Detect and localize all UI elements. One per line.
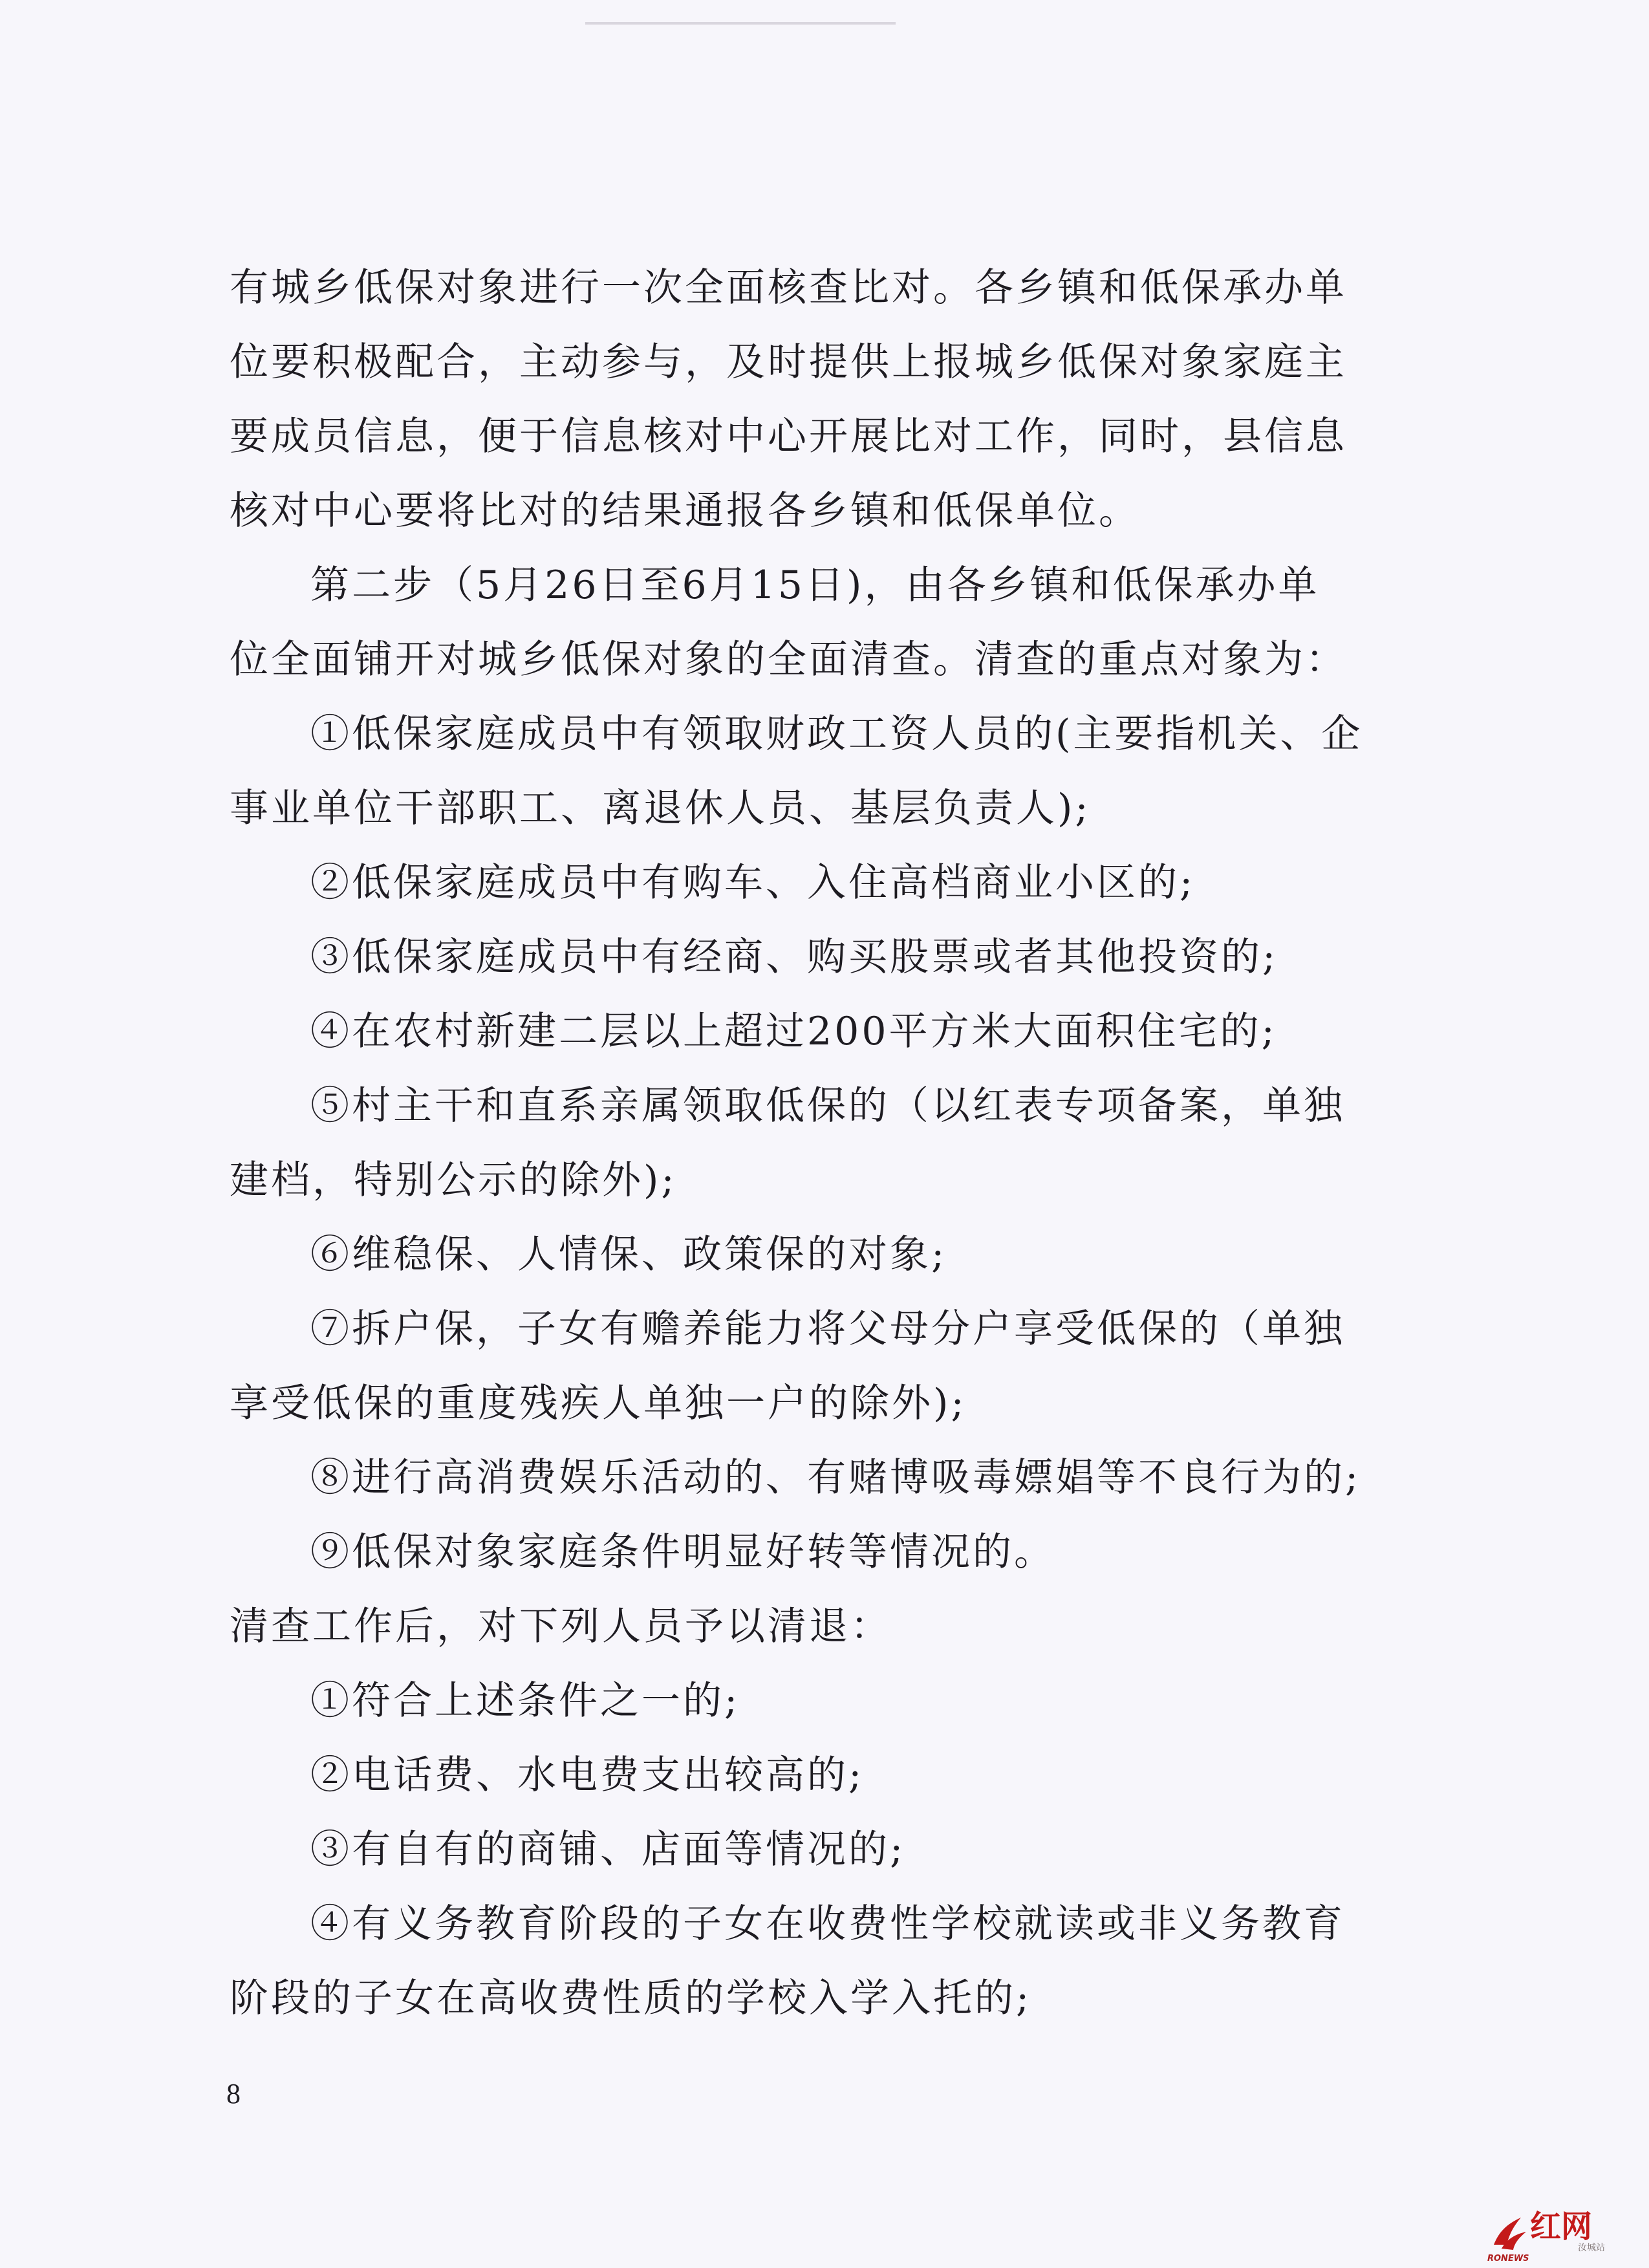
text-line: ①低保家庭成员中有领取财政工资人员的(主要指机关、企 [310,711,1363,757]
text-line: 位全面铺开对城乡低保对象的全面清查。清查的重点对象为： [230,637,1347,682]
top-rule [585,22,896,25]
text-line: 阶段的子女在高收费性质的学校入学入托的; [230,1976,1032,2021]
text-line: ④在农村新建二层以上超过200平方米大面积住宅的; [310,1009,1277,1054]
text-line: 建档，特别公示的除外); [230,1158,677,1203]
text-line: ②电话费、水电费支出较高的; [310,1753,865,1798]
text-line: ⑨低保对象家庭条件明显好转等情况的。 [310,1529,1055,1575]
text-line: ⑧进行高消费娱乐活动的、有赌博吸毒嫖娼等不良行为的; [310,1455,1361,1500]
text-line: 第二步（5月26日至6月15日)，由各乡镇和低保承办单 [310,563,1320,608]
logo-icon [1487,2212,1530,2255]
text-line: ③低保家庭成员中有经商、购买股票或者其他投资的; [310,934,1278,980]
logo-subtext: 汝城站 [1578,2243,1605,2253]
text-line: 要成员信息，便于信息核对中心开展比对工作，同时，县信息 [230,414,1347,459]
text-line: 位要积极配合，主动参与，及时提供上报城乡低保对象家庭主 [230,340,1347,385]
text-line: ①符合上述条件之一的; [310,1678,740,1723]
text-line: 事业单位干部职工、离退休人员、基层负责人); [230,786,1091,831]
logo-english: RONEWS [1487,2254,1529,2263]
text-line: 清查工作后，对下列人员予以清退： [230,1604,892,1649]
text-line: 有城乡低保对象进行一次全面核查比对。各乡镇和低保承办单 [230,265,1347,310]
text-line: ②低保家庭成员中有购车、入住高档商业小区的; [310,860,1196,905]
text-line: ⑥维稳保、人情保、政策保的对象; [310,1232,947,1277]
text-line: ③有自有的商铺、店面等情况的; [310,1827,906,1872]
logo-text: 红网 [1530,2209,1593,2245]
text-line: 核对中心要将比对的结果通报各乡镇和低保单位。 [230,488,1140,534]
watermark-logo [1487,2209,1639,2263]
text-line: 享受低保的重度残疾人单独一户的除外); [230,1381,967,1426]
text-line: ④有义务教育阶段的子女在收费性学校就读或非义务教育 [310,1901,1345,1947]
text-line: ⑤村主干和直系亲属领取低保的（以红表专项备案，单独 [310,1083,1345,1129]
page-number: 8 [226,2078,241,2110]
text-line: ⑦拆户保，子女有赡养能力将父母分户享受低保的（单独 [310,1306,1345,1352]
